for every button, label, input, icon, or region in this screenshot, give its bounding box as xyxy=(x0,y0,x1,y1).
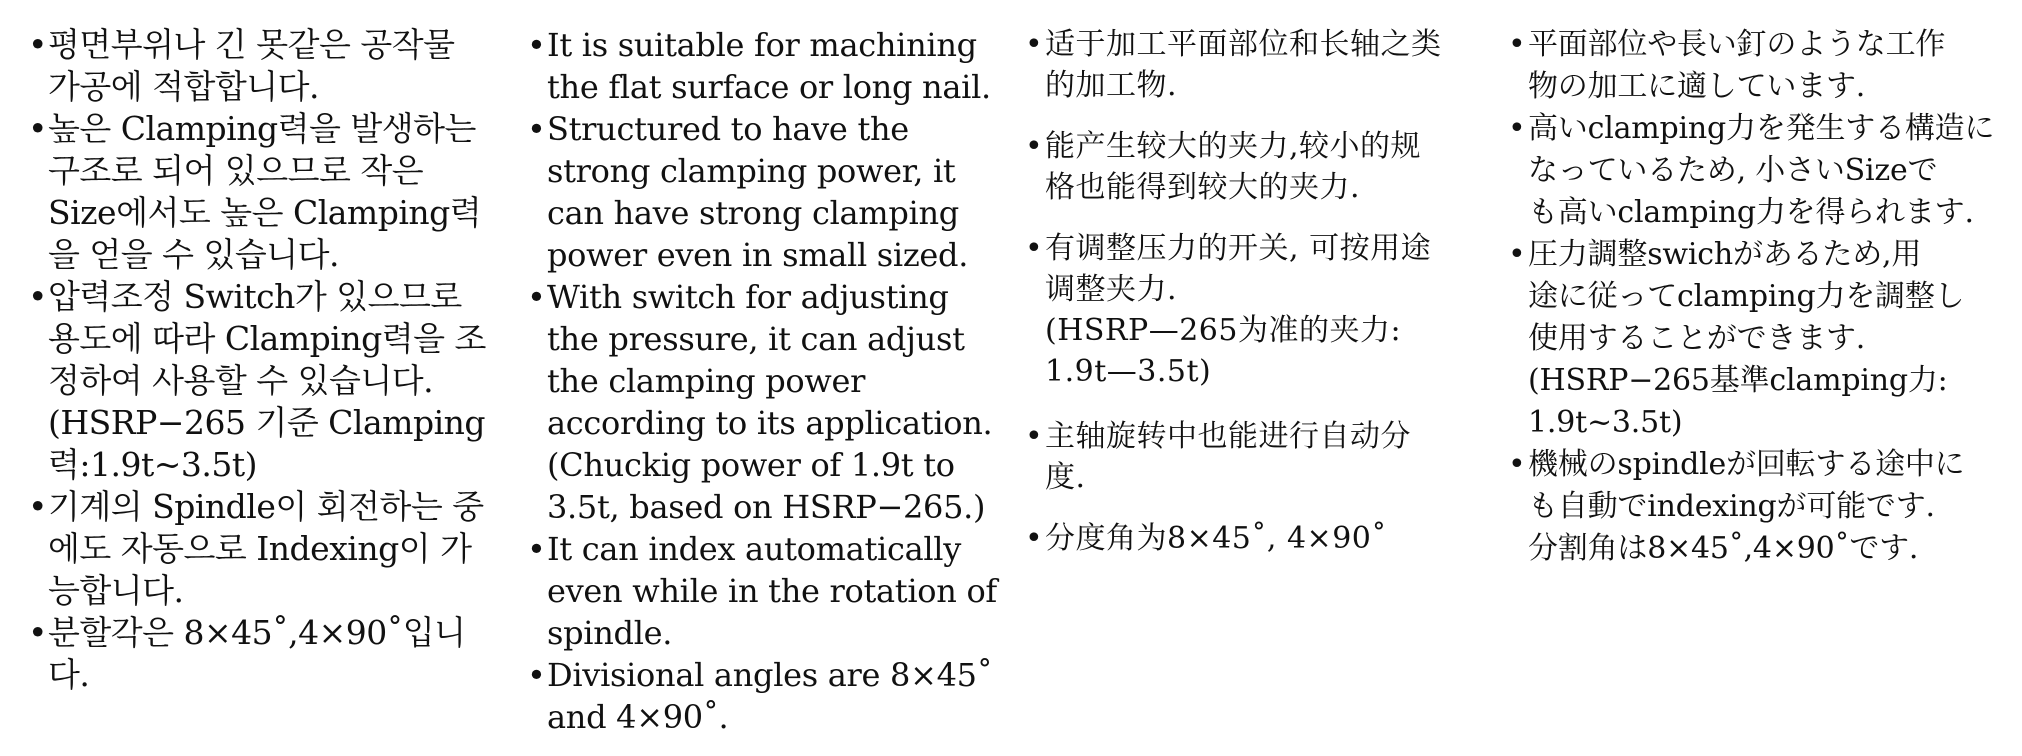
text-line: the flat surface or long nail. xyxy=(547,68,991,106)
japanese-column xyxy=(1508,24,2008,570)
text-line: 1.9t—3.5t) xyxy=(1045,354,1212,389)
chinese-item-5 xyxy=(1025,518,1500,559)
text-line: 物の加工に適しています. xyxy=(1528,69,1866,104)
chinese-item-3 xyxy=(1025,228,1500,392)
text-line: 용도에 따라 Clamping력을 조 xyxy=(48,319,486,358)
text-line: (Chuckig power of 1.9t to xyxy=(547,446,955,484)
japanese-item-2 xyxy=(1508,108,2008,234)
text-line: • 분할각은 8×45˚,4×90˚입니 xyxy=(48,613,466,652)
text-line: 使用することができます. xyxy=(1528,321,1866,356)
english-item-2 xyxy=(527,108,1007,276)
text-line: 的加工物. xyxy=(1045,68,1178,103)
english-column xyxy=(527,24,1007,738)
english-item-4 xyxy=(527,528,1007,654)
text-line: • Structured to have the xyxy=(547,110,909,148)
korean-feature-list xyxy=(28,24,498,696)
english-item-1 xyxy=(527,24,1007,108)
chinese-item-4 xyxy=(1025,416,1500,498)
korean-column xyxy=(28,24,498,696)
text-line: • 압력조정 Switch가 있으므로 xyxy=(48,277,462,316)
text-line: according to its application. xyxy=(547,404,993,442)
text-line: • 기계의 Spindle이 회전하는 중 xyxy=(48,487,484,526)
text-line: なっているため, 小さいSizeで xyxy=(1528,153,1938,188)
text-line: the clamping power xyxy=(547,362,866,400)
chinese-feature-list xyxy=(1025,24,1500,559)
text-line: • 圧力調整swichがあるため,用 xyxy=(1528,237,1922,272)
text-line: • 高いclamping力を発生する構造に xyxy=(1528,111,1995,146)
text-line: • 主轴旋转中也能进行自动分 xyxy=(1045,419,1411,454)
text-line: can have strong clamping xyxy=(547,194,959,232)
text-line: 3.5t, based on HSRP−265.) xyxy=(547,488,986,526)
text-line: • 평면부위나 긴 못같은 공작물 xyxy=(48,25,455,64)
text-line: 分割角は8×45˚,4×90˚です. xyxy=(1528,531,1919,566)
text-line: 을 얻을 수 있습니다. xyxy=(48,235,339,274)
text-line: 에도 자동으로 Indexing이 가 xyxy=(48,529,472,568)
text-line: • 有调整压力的开关, 可按用途 xyxy=(1045,231,1432,266)
text-line: • It is suitable for machining xyxy=(547,26,977,64)
text-line: (HSRP—265为准的夹力: xyxy=(1045,313,1402,348)
chinese-column xyxy=(1025,24,1500,579)
text-line: 途に従ってclamping力を調整し xyxy=(1528,279,1965,314)
english-feature-list xyxy=(527,24,1007,738)
text-line: even while in the rotation of xyxy=(547,572,997,610)
korean-item-5 xyxy=(28,612,498,696)
text-line: • 分度角为8×45˚, 4×90˚ xyxy=(1045,521,1387,556)
text-line: and 4×90˚. xyxy=(547,698,729,736)
text-line: 调整夹力. xyxy=(1045,272,1178,307)
korean-item-4 xyxy=(28,486,498,612)
chinese-item-1 xyxy=(1025,24,1500,106)
japanese-item-4 xyxy=(1508,444,2008,570)
text-line: power even in small sized. xyxy=(547,236,969,274)
text-line: the pressure, it can adjust xyxy=(547,320,965,358)
korean-item-2 xyxy=(28,108,498,276)
text-line: 능합니다. xyxy=(48,571,184,610)
korean-item-3 xyxy=(28,276,498,486)
japanese-feature-list xyxy=(1508,24,2008,570)
text-line: • 機械のspindleが回転する途中に xyxy=(1528,447,1965,482)
japanese-item-1 xyxy=(1508,24,2008,108)
text-line: • It can index automatically xyxy=(547,530,962,568)
chinese-item-2 xyxy=(1025,126,1500,208)
text-line: Size에서도 높은 Clamping력 xyxy=(48,193,482,232)
text-line: 정하여 사용할 수 있습니다. xyxy=(48,361,434,400)
text-line: (HSRP−265基準clamping力: xyxy=(1528,363,1948,398)
text-line: 력:1.9t~3.5t) xyxy=(48,445,258,484)
text-line: も高いclamping力を得られます. xyxy=(1528,195,1974,230)
text-line: 다. xyxy=(48,655,90,694)
text-line: 구조로 되어 있으므로 작은 xyxy=(48,151,424,190)
text-line: 1.9t~3.5t) xyxy=(1528,405,1683,440)
text-line: 度. xyxy=(1045,460,1086,495)
text-line: • 높은 Clamping력을 발생하는 xyxy=(48,109,476,148)
text-line: spindle. xyxy=(547,614,673,652)
english-item-5 xyxy=(527,654,1007,738)
text-line: • 平面部位や長い釘のような工作 xyxy=(1528,27,1946,62)
text-line: (HSRP−265 기준 Clamping xyxy=(48,403,486,442)
text-line: strong clamping power, it xyxy=(547,152,956,190)
text-line: 格也能得到较大的夹力. xyxy=(1045,170,1361,205)
text-line: • 能产生较大的夹力,较小的规 xyxy=(1045,129,1422,164)
japanese-item-3 xyxy=(1508,234,2008,444)
text-line: も自動でindexingが可能です. xyxy=(1528,489,1935,524)
text-line: • Divisional angles are 8×45˚ xyxy=(547,656,993,694)
text-line: 가공에 적합합니다. xyxy=(48,67,320,106)
text-line: • With switch for adjusting xyxy=(547,278,949,316)
korean-item-1 xyxy=(28,24,498,108)
text-line: • 适于加工平面部位和长轴之类 xyxy=(1045,27,1442,62)
english-item-3 xyxy=(527,276,1007,528)
